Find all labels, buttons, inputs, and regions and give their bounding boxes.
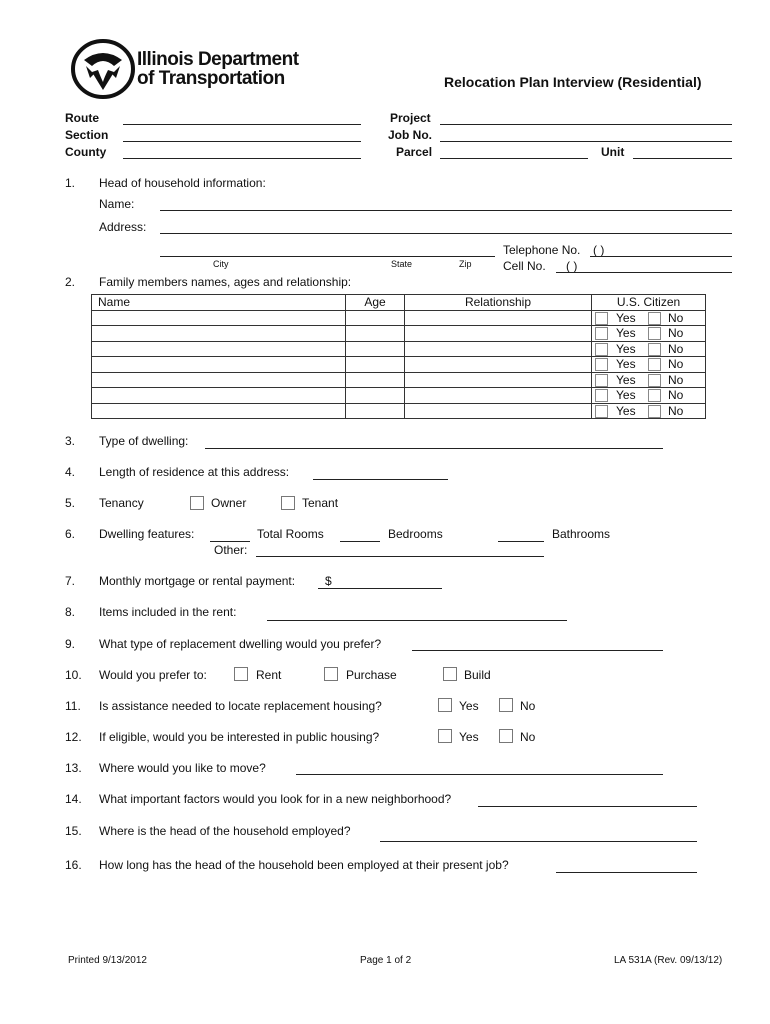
route-field[interactable] bbox=[123, 124, 361, 125]
address-label: Address: bbox=[99, 220, 147, 234]
q11-text: Is assistance needed to locate replacement housing? bbox=[99, 699, 382, 713]
family-citizen-cell bbox=[592, 388, 706, 404]
residence-length-field[interactable] bbox=[313, 479, 448, 480]
citizen-no-label: No bbox=[668, 341, 684, 356]
q10-text: Would you prefer to: bbox=[99, 668, 207, 682]
column-header-name: Name bbox=[92, 295, 346, 311]
q9-text: What type of replacement dwelling would you prefer? bbox=[99, 637, 382, 651]
telephone-label: Telephone No. bbox=[503, 243, 581, 257]
county-field[interactable] bbox=[123, 158, 361, 159]
address-field[interactable] bbox=[160, 233, 732, 234]
q8-number: 8. bbox=[65, 605, 76, 619]
public-housing-yes-checkbox[interactable] bbox=[438, 729, 452, 743]
form-number: LA 531A (Rev. 09/13/12) bbox=[614, 955, 723, 966]
citizen-yes-label: Yes bbox=[616, 388, 636, 402]
route-label: Route bbox=[65, 111, 99, 125]
city-label: City bbox=[213, 259, 229, 269]
replacement-dwelling-field[interactable] bbox=[412, 650, 663, 651]
citizen-no-checkbox[interactable] bbox=[648, 358, 661, 371]
family-citizen-cell bbox=[592, 310, 706, 326]
citizen-no-label: No bbox=[668, 372, 684, 387]
column-header-relationship: Relationship bbox=[405, 295, 592, 311]
table-header-row bbox=[92, 295, 706, 311]
tenant-checkbox[interactable] bbox=[281, 496, 295, 510]
family-name-cell[interactable] bbox=[92, 388, 346, 404]
zip-label: Zip bbox=[459, 259, 472, 269]
table-row bbox=[92, 310, 706, 326]
job-no-field[interactable] bbox=[440, 141, 732, 142]
citizen-no-checkbox[interactable] bbox=[648, 312, 661, 325]
employer-field[interactable] bbox=[380, 841, 697, 842]
public-housing-no-checkbox[interactable] bbox=[499, 729, 513, 743]
total-rooms-field[interactable] bbox=[210, 541, 250, 542]
total-rooms-label: Total Rooms bbox=[257, 527, 324, 541]
family-name-cell[interactable] bbox=[92, 310, 346, 326]
q2-number: 2. bbox=[65, 275, 76, 289]
citizen-no-checkbox[interactable] bbox=[648, 405, 661, 418]
owner-label: Owner bbox=[211, 496, 247, 510]
q9-number: 9. bbox=[65, 637, 76, 651]
build-checkbox[interactable] bbox=[443, 667, 457, 681]
q10-number: 10. bbox=[65, 668, 82, 682]
citizen-no-label: No bbox=[668, 357, 684, 371]
printed-date: Printed 9/13/2012 bbox=[68, 955, 147, 966]
family-relationship-cell[interactable] bbox=[405, 388, 592, 404]
assistance-no-label: No bbox=[520, 699, 536, 713]
build-label: Build bbox=[464, 668, 491, 682]
citizen-yes-label: Yes bbox=[616, 372, 636, 387]
q12-text: If eligible, would you be interested in public housing? bbox=[99, 730, 380, 744]
q1-number: 1. bbox=[65, 176, 76, 190]
job-no-label: Job No. bbox=[388, 128, 432, 142]
agency-name-line1: Illinois Department bbox=[137, 49, 299, 70]
family-citizen-cell bbox=[592, 341, 706, 357]
table-row bbox=[92, 357, 706, 373]
q15-text: Where is the head of the household employed? bbox=[99, 824, 351, 838]
table-row bbox=[92, 388, 706, 404]
family-citizen-cell bbox=[592, 326, 706, 342]
family-age-cell[interactable] bbox=[346, 372, 405, 388]
dollar-sign: $ bbox=[325, 574, 332, 588]
other-features-field[interactable] bbox=[256, 556, 544, 557]
family-age-cell[interactable] bbox=[346, 341, 405, 357]
q16-number: 16. bbox=[65, 858, 82, 872]
project-field[interactable] bbox=[440, 124, 732, 125]
citizen-yes-label: Yes bbox=[616, 341, 636, 356]
name-field[interactable] bbox=[160, 210, 732, 211]
cell-area-code: ( ) bbox=[566, 259, 578, 273]
section-label: Section bbox=[65, 128, 109, 142]
citizen-no-checkbox[interactable] bbox=[648, 374, 661, 387]
citizen-no-label: No bbox=[668, 403, 684, 418]
tenant-label: Tenant bbox=[302, 496, 339, 510]
family-relationship-cell[interactable] bbox=[405, 310, 592, 326]
assistance-yes-label: Yes bbox=[459, 699, 479, 713]
citizen-yes-checkbox[interactable] bbox=[595, 405, 608, 418]
column-header-citizen: U.S. Citizen bbox=[592, 295, 706, 311]
citizen-yes-checkbox[interactable] bbox=[595, 312, 608, 325]
page-number: Page 1 of 2 bbox=[360, 955, 412, 966]
owner-checkbox[interactable] bbox=[190, 496, 204, 510]
citizen-no-label: No bbox=[668, 326, 684, 340]
q7-text: Monthly mortgage or rental payment: bbox=[99, 574, 296, 588]
assistance-yes-checkbox[interactable] bbox=[438, 698, 452, 712]
citizen-yes-label: Yes bbox=[616, 357, 636, 371]
family-name-cell[interactable] bbox=[92, 372, 346, 388]
move-location-field[interactable] bbox=[296, 774, 663, 775]
unit-field[interactable] bbox=[633, 158, 732, 159]
citizen-yes-checkbox[interactable] bbox=[595, 327, 608, 340]
q16-text: How long has the head of the household been employed at their present job? bbox=[99, 858, 509, 872]
neighborhood-factors-field[interactable] bbox=[478, 806, 697, 807]
family-citizen-cell bbox=[592, 403, 706, 419]
citizen-no-label: No bbox=[668, 388, 684, 402]
citizen-yes-label: Yes bbox=[616, 310, 636, 325]
q11-number: 11. bbox=[65, 699, 81, 713]
city-state-zip-field[interactable] bbox=[160, 256, 495, 257]
q13-text: Where would you like to move? bbox=[99, 761, 266, 775]
citizen-yes-checkbox[interactable] bbox=[595, 374, 608, 387]
citizen-no-checkbox[interactable] bbox=[648, 343, 661, 356]
agency-name-line2: of Transportation bbox=[137, 68, 285, 89]
family-relationship-cell[interactable] bbox=[405, 403, 592, 419]
table-row bbox=[92, 372, 706, 388]
citizen-no-label: No bbox=[668, 310, 684, 325]
citizen-no-checkbox[interactable] bbox=[648, 327, 661, 340]
unit-label: Unit bbox=[601, 145, 625, 159]
q4-number: 4. bbox=[65, 465, 76, 479]
bathrooms-field[interactable] bbox=[498, 541, 544, 542]
family-relationship-cell[interactable] bbox=[405, 341, 592, 357]
q7-number: 7. bbox=[65, 574, 76, 588]
public-housing-yes-label: Yes bbox=[459, 730, 479, 744]
family-members-table bbox=[91, 294, 706, 419]
citizen-yes-checkbox[interactable] bbox=[595, 389, 608, 402]
family-name-cell[interactable] bbox=[92, 403, 346, 419]
q13-number: 13. bbox=[65, 761, 82, 775]
bedrooms-field[interactable] bbox=[340, 541, 380, 542]
table-row bbox=[92, 403, 706, 419]
state-label: State bbox=[391, 259, 413, 269]
citizen-no-checkbox[interactable] bbox=[648, 389, 661, 402]
citizen-yes-checkbox[interactable] bbox=[595, 358, 608, 371]
rent-checkbox[interactable] bbox=[234, 667, 248, 681]
q12-number: 12. bbox=[65, 730, 82, 744]
family-name-cell[interactable] bbox=[92, 357, 346, 373]
citizen-yes-label: Yes bbox=[616, 326, 636, 340]
cell-label: Cell No. bbox=[503, 259, 546, 273]
family-name-cell[interactable] bbox=[92, 326, 346, 342]
family-relationship-cell[interactable] bbox=[405, 326, 592, 342]
idot-logo-icon bbox=[70, 38, 136, 100]
rent-label: Rent bbox=[256, 668, 282, 682]
county-label: County bbox=[65, 145, 107, 159]
column-header-age: Age bbox=[346, 295, 405, 311]
assistance-no-checkbox[interactable] bbox=[499, 698, 513, 712]
family-citizen-cell bbox=[592, 357, 706, 373]
table-row bbox=[92, 326, 706, 342]
rent-items-field[interactable] bbox=[267, 620, 567, 621]
q6-text: Dwelling features: bbox=[99, 527, 195, 541]
family-age-cell[interactable] bbox=[346, 403, 405, 419]
q15-number: 15. bbox=[65, 824, 82, 838]
public-housing-no-label: No bbox=[520, 730, 536, 744]
family-age-cell[interactable] bbox=[346, 388, 405, 404]
citizen-yes-label: Yes bbox=[616, 403, 636, 418]
table-row bbox=[92, 341, 706, 357]
family-age-cell[interactable] bbox=[346, 310, 405, 326]
other-label: Other: bbox=[214, 543, 248, 557]
telephone-area-code: ( ) bbox=[593, 243, 605, 257]
q2-text: Family members names, ages and relationship: bbox=[99, 275, 352, 289]
citizen-yes-checkbox[interactable] bbox=[595, 343, 608, 356]
q4-text: Length of residence at this address: bbox=[99, 465, 290, 479]
q3-text: Type of dwelling: bbox=[99, 434, 189, 448]
bathrooms-label: Bathrooms bbox=[552, 527, 611, 541]
family-age-cell[interactable] bbox=[346, 326, 405, 342]
family-citizen-cell bbox=[592, 372, 706, 388]
bedrooms-label: Bedrooms bbox=[388, 527, 443, 541]
form-title: Relocation Plan Interview (Residential) bbox=[444, 74, 702, 90]
q5-text: Tenancy bbox=[99, 496, 144, 510]
purchase-label: Purchase bbox=[346, 668, 397, 682]
family-relationship-cell[interactable] bbox=[405, 357, 592, 373]
monthly-payment-field[interactable] bbox=[318, 588, 442, 589]
employment-duration-field[interactable] bbox=[556, 872, 697, 873]
q1-text: Head of household information: bbox=[99, 176, 266, 190]
section-field[interactable] bbox=[123, 141, 361, 142]
q6-number: 6. bbox=[65, 527, 76, 541]
q14-number: 14. bbox=[65, 792, 82, 806]
telephone-field[interactable] bbox=[590, 256, 732, 257]
family-relationship-cell[interactable] bbox=[405, 372, 592, 388]
q5-number: 5. bbox=[65, 496, 76, 510]
q14-text: What important factors would you look for in a new neighborhood? bbox=[99, 792, 452, 806]
name-label: Name: bbox=[99, 197, 135, 211]
project-label: Project bbox=[390, 111, 431, 125]
parcel-field[interactable] bbox=[440, 158, 588, 159]
q8-text: Items included in the rent: bbox=[99, 605, 237, 619]
family-name-cell[interactable] bbox=[92, 341, 346, 357]
q3-number: 3. bbox=[65, 434, 76, 448]
cell-field[interactable] bbox=[556, 272, 732, 273]
parcel-label: Parcel bbox=[396, 145, 433, 159]
purchase-checkbox[interactable] bbox=[324, 667, 338, 681]
family-age-cell[interactable] bbox=[346, 357, 405, 373]
dwelling-type-field[interactable] bbox=[205, 448, 663, 449]
